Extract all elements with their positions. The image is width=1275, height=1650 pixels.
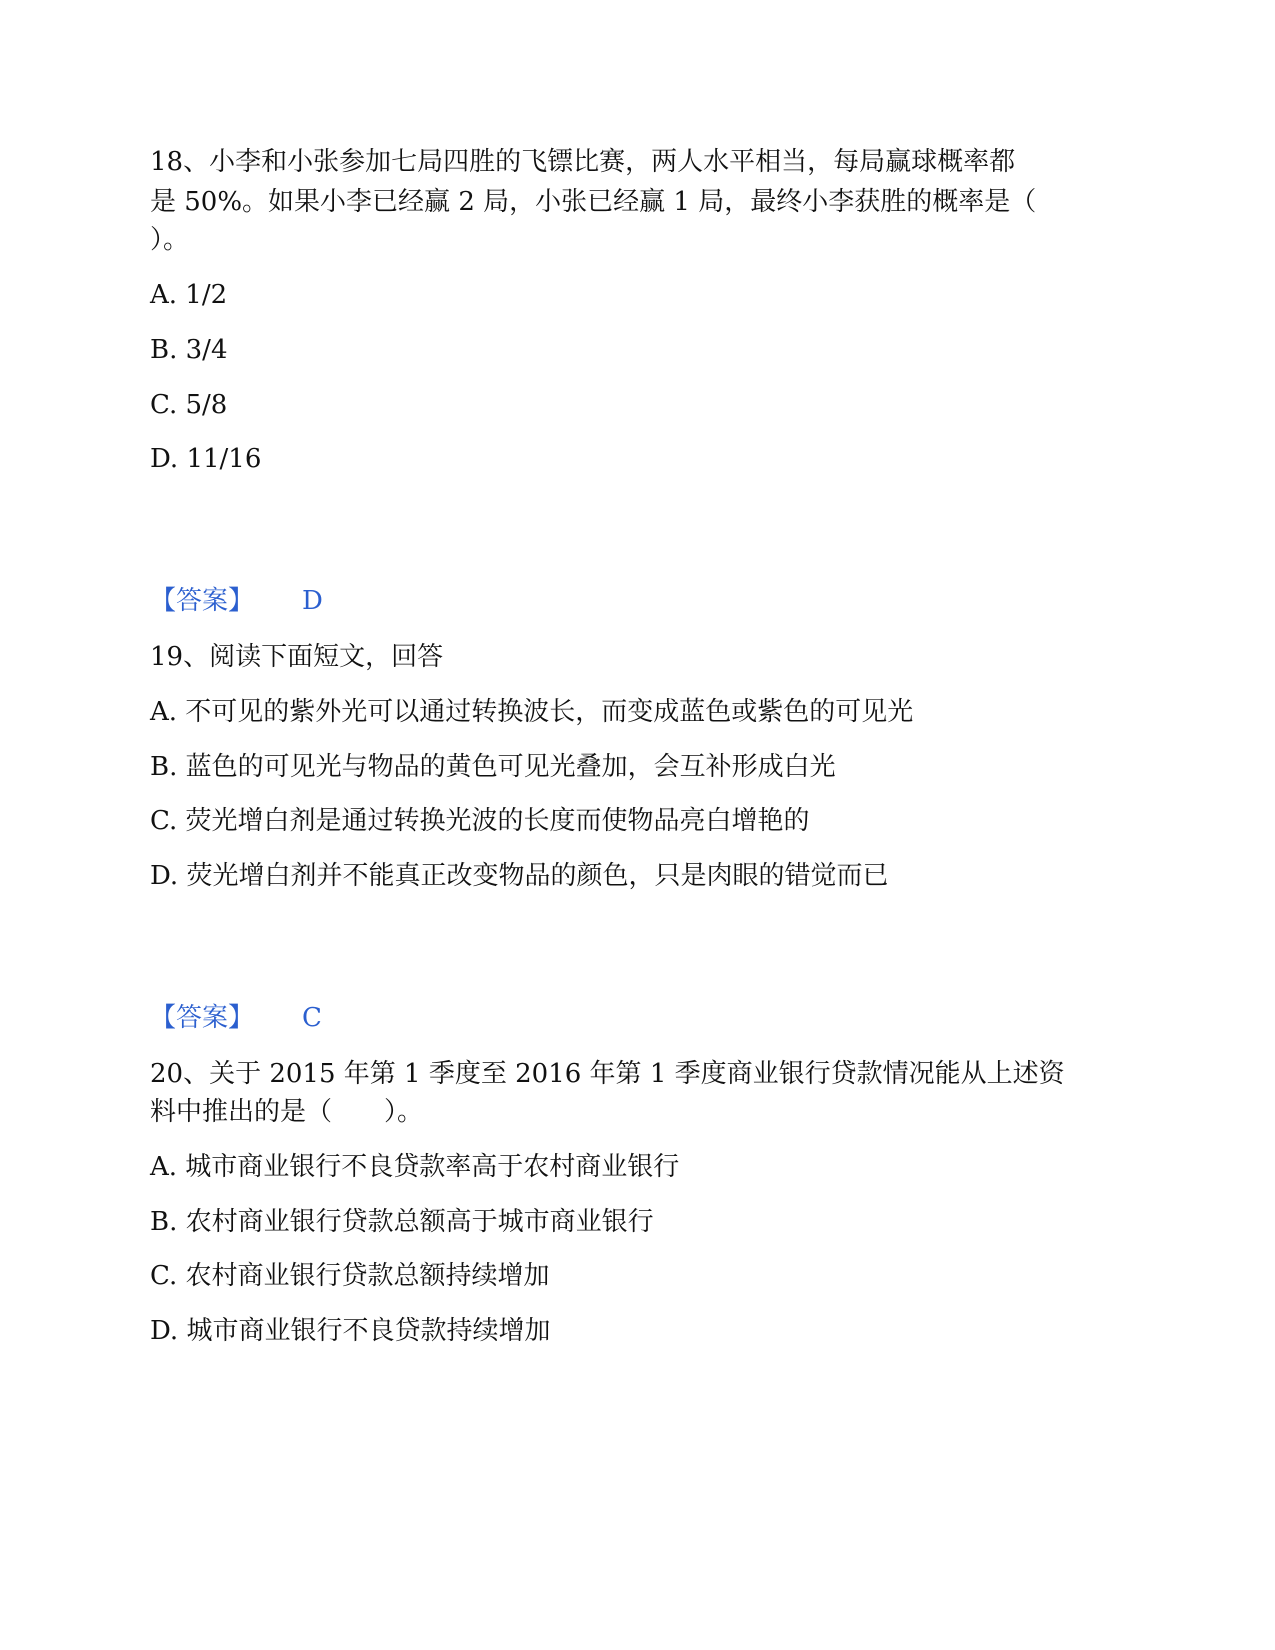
q19-stem: 19、阅读下面短文，回答: [150, 642, 444, 672]
q19-option-d: D. 荧光增白剂并不能真正改变物品的颜色，只是肉眼的错觉而已: [150, 861, 889, 891]
q19-option-a: A. 不可见的紫外光可以通过转换波长，而变成蓝色或紫色的可见光: [150, 697, 914, 727]
q18-option-a: A. 1/2: [150, 280, 228, 310]
q18-option-b: B. 3/4: [150, 335, 228, 365]
q18-answer-value: D: [302, 586, 323, 616]
q20-option-d: D. 城市商业银行不良贷款持续增加: [150, 1316, 551, 1346]
q18-option-c: C. 5/8: [150, 390, 228, 420]
q20-option-b: B. 农村商业银行贷款总额高于城市商业银行: [150, 1207, 654, 1237]
q20-stem-line1: 20、关于 2015 年第 1 季度至 2016 年第 1 季度商业银行贷款情况能从上述资: [150, 1059, 1065, 1089]
q19-answer-label: 【答案】: [150, 1003, 255, 1033]
q18-answer-row: [150, 581, 323, 621]
q20-stem-line2: 料中推出的是（ ）。: [150, 1097, 424, 1127]
q20-option-a: A. 城市商业银行不良贷款率高于农村商业银行: [150, 1152, 680, 1182]
q18-answer-label: 【答案】: [150, 586, 255, 616]
q19-answer-row: [150, 998, 322, 1038]
q19-option-c: C. 荧光增白剂是通过转换光波的长度而使物品亮白增艳的: [150, 806, 810, 836]
q20-option-c: C. 农村商业银行贷款总额持续增加: [150, 1261, 550, 1291]
q18-stem-line3: ）。: [150, 225, 190, 255]
q19-option-b: B. 蓝色的可见光与物品的黄色可见光叠加，会互补形成白光: [150, 752, 836, 782]
q19-answer-value: C: [302, 1003, 322, 1033]
q18-option-d: D. 11/16: [150, 444, 262, 474]
q18-stem-line1: 18、小李和小张参加七局四胜的飞镖比赛，两人水平相当，每局赢球概率都: [150, 147, 1016, 177]
q18-stem-line2: 是 50%。如果小李已经赢 2 局，小张已经赢 1 局，最终小李获胜的概率是（: [150, 187, 1037, 217]
